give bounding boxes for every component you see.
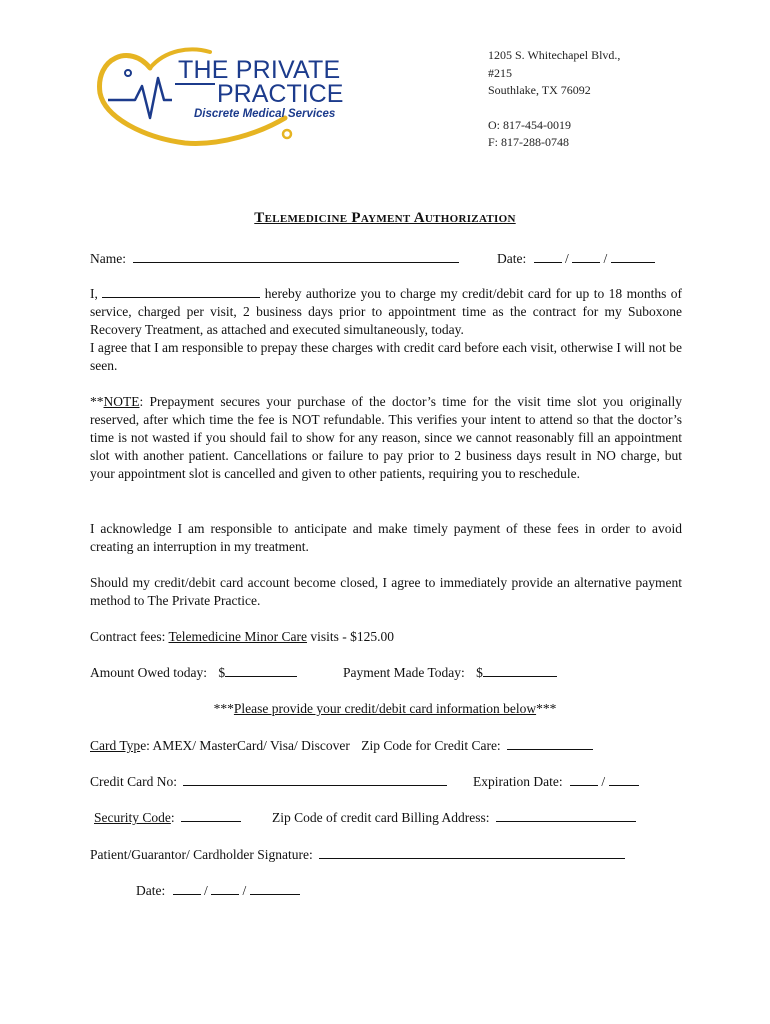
date-slash: / — [603, 251, 608, 266]
date-slash: / — [601, 774, 606, 789]
billing-zip-row — [272, 809, 636, 826]
closed-account-paragraph: Should my credit/debit card account become closed, I agree to immediately provide an alternative payment method to The Private Practice. — [90, 575, 682, 608]
card-number-field[interactable] — [183, 773, 447, 786]
date-label: Date: — [497, 251, 527, 266]
signature-year-field[interactable] — [250, 882, 300, 895]
note-label: NOTE — [103, 394, 140, 409]
expiration-row — [473, 773, 639, 790]
note-paragraph — [90, 393, 682, 483]
amount-owed-field[interactable] — [225, 664, 297, 677]
fax-number: F: 817-288-0748 — [488, 135, 569, 149]
form-title: Telemedicine Payment Authorization — [254, 210, 516, 226]
amount-owed-label: Amount Owed today: — [90, 665, 207, 680]
signature-field[interactable] — [319, 846, 625, 859]
address-line3: Southlake, TX 76092 — [488, 83, 591, 97]
security-code-label: Security Code — [94, 810, 171, 825]
payment-made-label: Payment Made Today: — [343, 665, 465, 680]
logo-tagline: Discrete Medical Services — [194, 108, 336, 120]
card-type-options: e: AMEX/ MasterCard/ Visa/ Discover — [140, 738, 350, 753]
phone-number: O: 817-454-0019 — [488, 117, 571, 132]
address-line2: #215 — [488, 65, 512, 80]
card-number-label: Credit Card No: — [90, 774, 177, 789]
amount-owed-row — [90, 664, 297, 681]
date-slash: / — [204, 883, 208, 898]
signature-day-field[interactable] — [211, 882, 239, 895]
name-row — [90, 250, 459, 267]
auth-prefix: I, — [90, 286, 98, 301]
signature-row — [90, 846, 625, 863]
name-field[interactable] — [133, 250, 459, 263]
authorization-paragraph — [90, 285, 682, 375]
dollar-sign: $ — [218, 665, 226, 680]
date-row — [497, 250, 655, 267]
note-prefix: ** — [90, 394, 104, 409]
signature-date-row — [136, 882, 300, 899]
contract-service: Telemedicine Minor Care — [168, 629, 308, 644]
logo-line2: PRACTICE — [217, 80, 344, 108]
address-block — [488, 47, 620, 152]
auth-text: hereby authorize you to charge my credit/debit card for up to 18 months of service, charged per visit, 2 business days prior to appointment time as the contract for my Suboxone Recovery Treatment, as attached and executed simultaneously, today. — [90, 286, 682, 337]
signature-date-label: Date: — [136, 883, 166, 898]
contract-fees-line — [90, 629, 394, 645]
asterisks: *** — [213, 701, 234, 716]
signature-label: Patient/Guarantor/ Cardholder Signature: — [90, 847, 313, 862]
colon: : — [170, 810, 175, 825]
date-slash: / — [242, 883, 247, 898]
security-code-field[interactable] — [181, 809, 241, 822]
provide-card-info-text: Please provide your credit/debit card information below — [233, 701, 537, 716]
date-month-field[interactable] — [534, 250, 562, 263]
expiration-year-field[interactable] — [609, 773, 639, 786]
acknowledge-paragraph: I acknowledge I am responsible to anticipate and make timely payment of these fees in order to avoid creating an interruption in my treatment. — [90, 521, 682, 554]
contract-price: visits - $125.00 — [310, 629, 395, 644]
signature-month-field[interactable] — [173, 882, 201, 895]
note-text: : Prepayment secures your purchase of the doctor’s time for the visit time slot you originally reserved, after which time the fee is NOT refundable. This verifies your intent to attend so that the doctor’s time is not wasted if you should fail to show for any reason, since we cannot reasonably fill an appointment slot with another patient. Cancellations or failure to pay prior to 2 business days result in NO charge, but your appointment slot is cancelled and given to other patients, requiring you to reschedule. — [90, 394, 682, 481]
provide-card-info-heading — [0, 701, 770, 717]
asterisks: *** — [536, 701, 557, 716]
prepay-text: I agree that I am responsible to prepay these charges with credit card before each visit, otherwise I will not be seen. — [90, 340, 682, 373]
billing-zip-label: Zip Code of credit card Billing Address: — [272, 810, 490, 825]
expiration-label: Expiration Date: — [473, 774, 563, 789]
zip-code-field[interactable] — [507, 737, 593, 750]
card-number-row — [90, 773, 447, 790]
date-day-field[interactable] — [572, 250, 600, 263]
logo-line1: THE PRIVATE — [178, 56, 341, 84]
zip-code-label: Zip Code for Credit Care: — [361, 738, 501, 753]
date-slash: / — [565, 251, 569, 266]
dollar-sign: $ — [476, 665, 483, 680]
payment-made-field[interactable] — [483, 664, 557, 677]
card-type-label: Card Typ — [90, 738, 141, 753]
contract-label: Contract fees: — [90, 629, 166, 644]
heartbeat-icon — [108, 78, 172, 118]
payment-made-row — [343, 664, 557, 681]
date-year-field[interactable] — [611, 250, 655, 263]
security-code-row — [94, 809, 241, 826]
card-type-row — [90, 737, 593, 754]
expiration-month-field[interactable] — [570, 773, 598, 786]
name-label: Name: — [90, 251, 126, 266]
address-line1: 1205 S. Whitechapel Blvd., — [488, 48, 621, 62]
billing-zip-field[interactable] — [496, 809, 636, 822]
authorizer-name-field[interactable] — [102, 285, 260, 298]
